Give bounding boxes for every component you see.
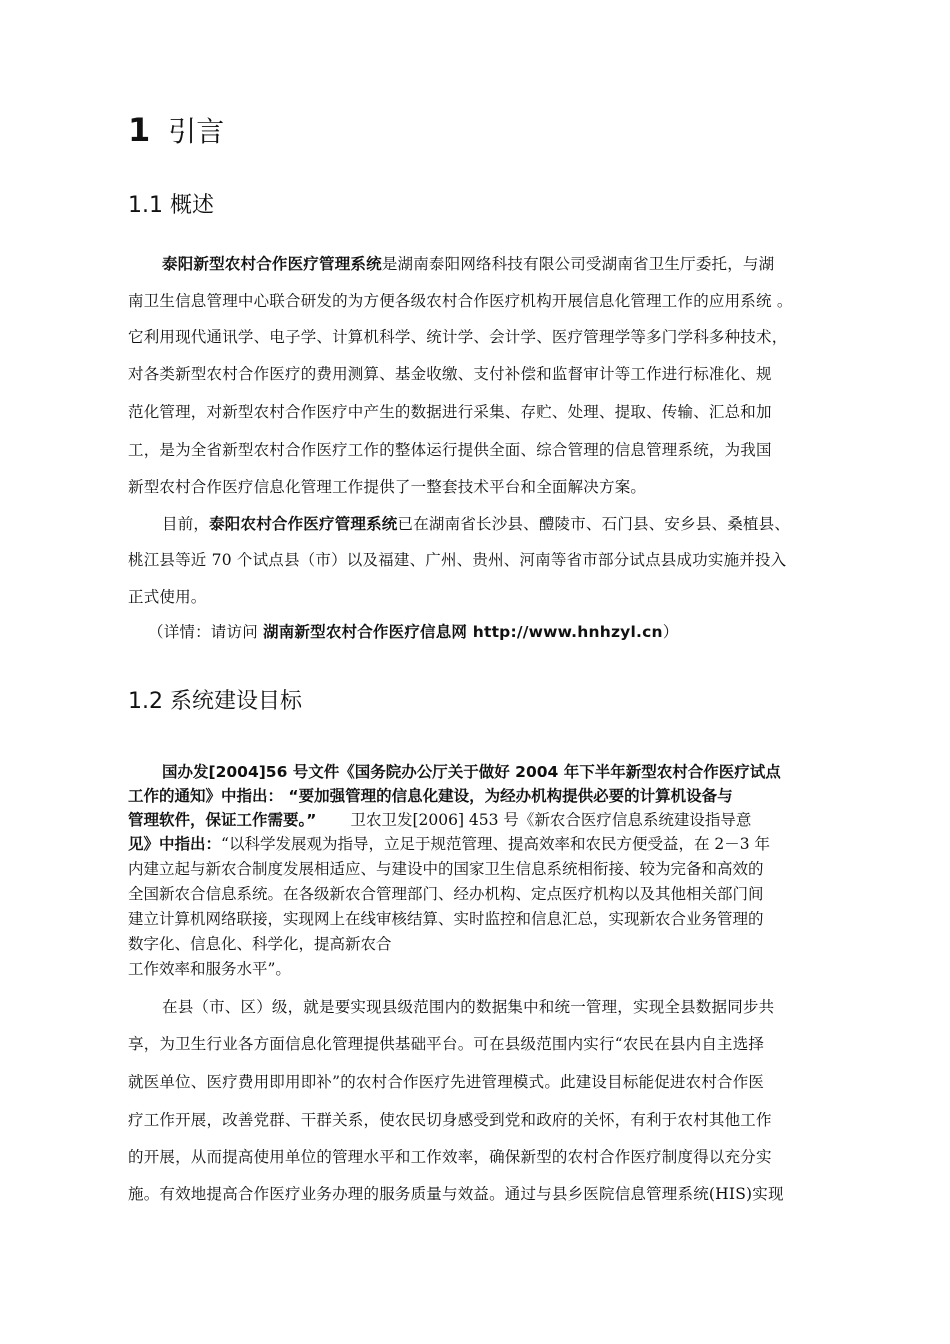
paragraph-2-line: 目前，泰阳农村合作医疗管理系统已在湖南省长沙县、醴陵市、石门县、安乡县、桑植县、 — [162, 515, 791, 533]
paragraph-3-line: 施。有效地提高合作医疗业务办理的服务质量与效益。通过与县乡医院信息管理系统(HIS)实现 — [128, 1185, 784, 1203]
quote-line: 见》中指出：“以科学发展观为指导，立足于规范管理、提高效率和农民方便受益，在 2－3 年 — [128, 835, 771, 853]
website-info-line: （详情：请访问 湖南新型农村合作医疗信息网 http://www.hnhzyl.cn） — [148, 623, 679, 641]
paragraph-3-line: 的开展，从而提高使用单位的管理水平和工作效率，确保新型的农村合作医疗制度得以充分实 — [128, 1148, 772, 1166]
section-1-2-heading: 1.2 系统建设目标 — [128, 689, 302, 714]
paragraph-2-line: 正式使用。 — [128, 588, 207, 606]
paragraph-1-line: 南卫生信息管理中心联合研发的为方便各级农村合作医疗机构开展信息化管理工作的应用系统 。 — [128, 292, 793, 310]
chapter-number: 1 — [128, 111, 151, 149]
paragraph-1-line: 范化管理，对新型农村合作医疗中产生的数据进行采集、存贮、处理、提取、传输、汇总和加 — [128, 403, 772, 421]
quote-line: 国办发[2004]56 号文件《国务院办公厅关于做好 2004 年下半年新型农村合作医疗试点 — [162, 763, 781, 781]
system-name-bold: 泰阳新型农村合作医疗管理系统 — [162, 255, 382, 273]
quote-line: 工作效率和服务水平”。 — [128, 960, 291, 978]
section-1-1-heading: 1.1 概述 — [128, 193, 214, 218]
paragraph-1-line: 它利用现代通讯学、电子学、计算机科学、统计学、会计学、医疗管理学等多门学科多种技术， — [128, 328, 788, 346]
paragraph-1-line: 新型农村合作医疗信息化管理工作提供了一整套技术平台和全面解决方案。 — [128, 478, 647, 496]
quote-line: 内建立起与新农合制度发展相适应、与建设中的国家卫生信息系统相衔接、较为完备和高效的 — [128, 860, 764, 878]
paragraph-3-line: 享，为卫生行业各方面信息化管理提供基础平台。可在县级范围内实行“农民在县内自主选择 — [128, 1035, 765, 1053]
quote-line: 数字化、信息化、科学化，提高新农合 — [128, 935, 392, 953]
paragraph-1-line: 对各类新型农村合作医疗的费用测算、基金收缴、支付补偿和监督审计等工作进行标准化、规 — [128, 365, 772, 383]
chapter-heading — [128, 110, 224, 150]
quote-line: 管理软件，保证工作需要。” 卫农卫发[2006] 453 号《新农合医疗信息系统建设指导意 — [128, 811, 752, 829]
quote-line: 工作的通知》中指出： “要加强管理的信息化建设，为经办机构提供必要的计算机设备与 — [128, 787, 733, 805]
paragraph-2-line: 桃江县等近 70 个试点县（市）以及福建、广州、贵州、河南等省市部分试点县成功实施并投入 — [128, 551, 787, 569]
paragraph-3-line: 就医单位、医疗费用即用即补”的农村合作医疗先进管理模式。此建设目标能促进农村合作医 — [128, 1073, 765, 1091]
paragraph-1-line: 工，是为全省新型农村合作医疗工作的整体运行提供全面、综合管理的信息管理系统，为我国 — [128, 441, 772, 459]
quote-line: 全国新农合信息系统。在各级新农合管理部门、经办机构、定点医疗机构以及其他相关部门间 — [128, 885, 764, 903]
system-name-bold: 泰阳农村合作医疗管理系统 — [209, 515, 398, 533]
paragraph-3-line: 在县（市、区）级，就是要实现县级范围内的数据集中和统一管理，实现全县数据同步共 — [162, 998, 775, 1016]
paragraph-1-line: 泰阳新型农村合作医疗管理系统是湖南泰阳网络科技有限公司受湖南省卫生厅委托，与湖 — [162, 255, 775, 273]
paragraph-3-line: 疗工作开展，改善党群、干群关系，使农民切身感受到党和政府的关怀，有利于农村其他工作 — [128, 1111, 772, 1129]
quote-line: 建立计算机网络联接，实现网上在线审核结算、实时监控和信息汇总，实现新农合业务管理的 — [128, 910, 764, 928]
website-link[interactable]: 湖南新型农村合作医疗信息网 http://www.hnhzyl.cn — [263, 623, 663, 641]
chapter-title: 引言 — [168, 115, 225, 148]
